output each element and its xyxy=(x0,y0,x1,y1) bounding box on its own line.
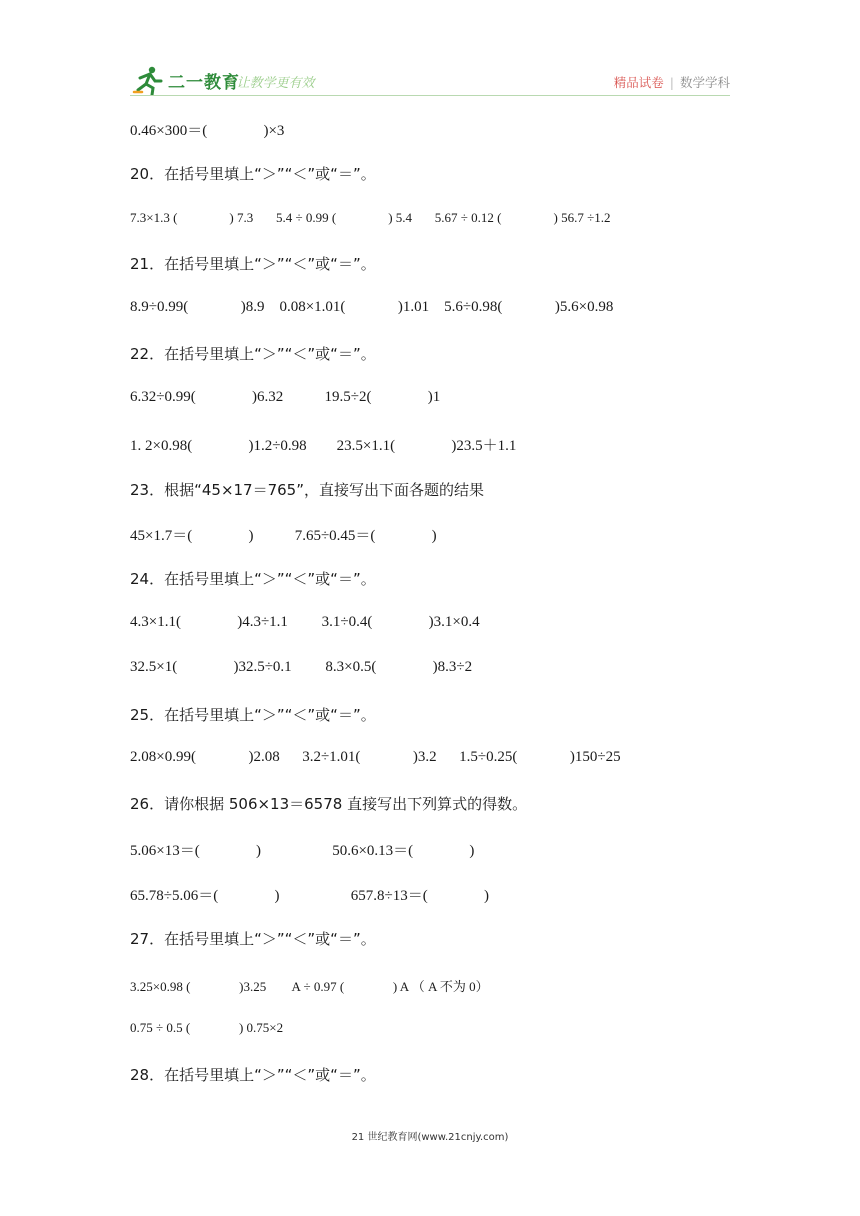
logo-text: 二一教育 xyxy=(168,73,240,93)
page-header xyxy=(0,0,860,100)
question-20-title: 20．在括号里填上“＞”“＜”或“＝”。 xyxy=(130,165,376,183)
question-24-row-2: 32.5×1( )32.5÷0.1 8.3×0.5( )8.3÷2 xyxy=(130,659,473,675)
header-rule xyxy=(130,95,730,96)
question-24-row-1: 4.3×1.1( )4.3÷1.1 3.1÷0.4( )3.1×0.4 xyxy=(130,614,480,630)
question-23-title: 23．根据“45×17＝765”，直接写出下面各题的结果 xyxy=(130,481,485,499)
question-27-title: 27．在括号里填上“＞”“＜”或“＝”。 xyxy=(130,930,376,948)
question-28-title: 28．在括号里填上“＞”“＜”或“＝”。 xyxy=(130,1066,376,1084)
question-22-row-1: 6.32÷0.99( )6.32 19.5÷2( )1 xyxy=(130,389,441,405)
question-20-row: 7.3×1.3 ( ) 7.3 5.4 ÷ 0.99 ( ) 5.4 5.67 ÷ 0.12 ( ) 56.7 ÷1.2 xyxy=(130,210,611,225)
header-label: 精品试卷 xyxy=(613,75,664,90)
question-23-row: 45×1.7＝( ) 7.65÷0.45＝( ) xyxy=(130,528,437,544)
question-27-row-1: 3.25×0.98 ( )3.25 A ÷ 0.97 ( ) A （ A 不为 0） xyxy=(130,979,489,994)
header-right xyxy=(614,73,730,91)
question-22-title: 22．在括号里填上“＞”“＜”或“＝”。 xyxy=(130,345,376,363)
running-person-logo-icon xyxy=(132,64,164,96)
question-26-title: 26．请你根据 506×13＝6578 直接写出下列算式的得数。 xyxy=(130,795,528,813)
question-26-row-1: 5.06×13＝( ) 50.6×0.13＝( ) xyxy=(130,843,475,859)
question-21-title: 21．在括号里填上“＞”“＜”或“＝”。 xyxy=(130,255,376,273)
header-subject: 数学学科 xyxy=(679,75,730,90)
line-equation-0: 0.46×300＝( )×3 xyxy=(130,123,285,139)
question-26-row-2: 65.78÷5.06＝( ) 657.8÷13＝( ) xyxy=(130,888,489,904)
question-22-row-2: 1. 2×0.98( )1.2÷0.98 23.5×1.1( )23.5＋1.1 xyxy=(130,438,517,454)
header-divider: | xyxy=(669,75,674,90)
question-25-row: 2.08×0.99( )2.08 3.2÷1.01( )3.2 1.5÷0.25( )150÷25 xyxy=(130,749,621,765)
page-footer: 21 世纪教育网(www.21cnjy.com) xyxy=(351,1132,509,1143)
slogan: / 让教学更有效 xyxy=(228,76,315,91)
question-25-title: 25．在括号里填上“＞”“＜”或“＝”。 xyxy=(130,706,376,724)
question-24-title: 24．在括号里填上“＞”“＜”或“＝”。 xyxy=(130,570,376,588)
question-21-row: 8.9÷0.99( )8.9 0.08×1.01( )1.01 5.6÷0.98( )5.6×0.98 xyxy=(130,299,614,315)
question-27-row-2: 0.75 ÷ 0.5 ( ) 0.75×2 xyxy=(130,1020,284,1035)
